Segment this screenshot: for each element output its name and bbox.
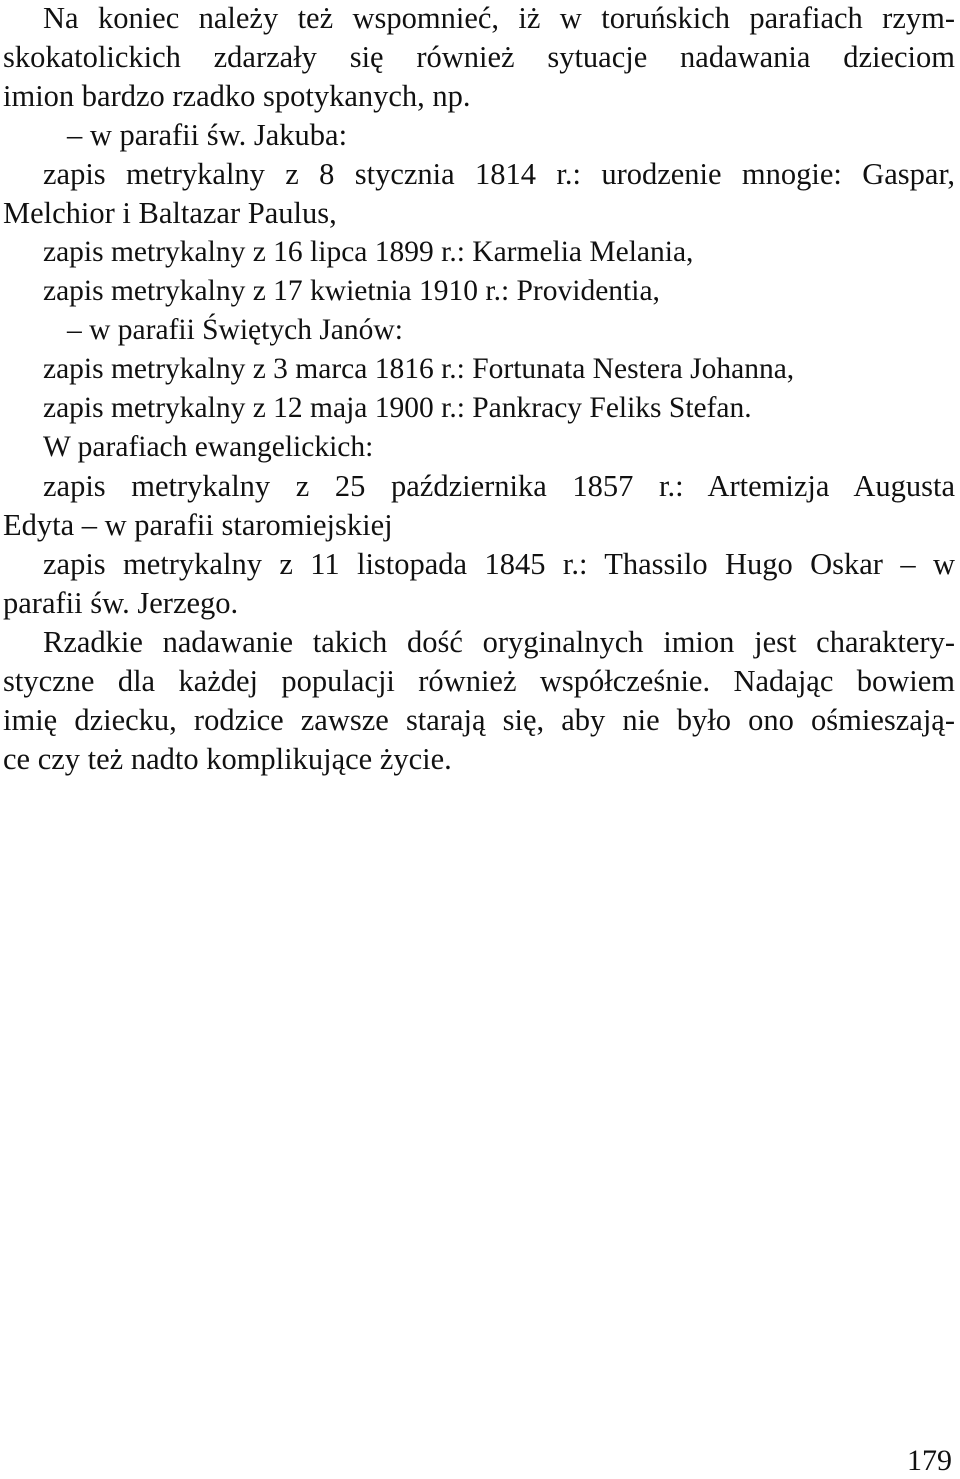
page-number: 179 xyxy=(907,1444,952,1477)
text-line: imion bardzo rzadko spotykanych, np. xyxy=(3,79,471,113)
text-line: zapis metrykalny z 17 kwietnia 1910 r.: Providentia, xyxy=(43,275,660,307)
text-line: skokatolickich zdarzały się również sytuacje nadawania dzieciom xyxy=(3,40,955,74)
list-item-heading: – w parafii Świętych Janów: xyxy=(67,314,403,346)
text-line: parafii św. Jerzego. xyxy=(3,586,239,620)
text-line: zapis metrykalny z 3 marca 1816 r.: Fortunata Nestera Johanna, xyxy=(43,353,795,385)
text-line: Rzadkie nadawanie takich dość oryginalnych imion jest charaktery- xyxy=(43,625,955,659)
text-line: zapis metrykalny z 16 lipca 1899 r.: Karmelia Melania, xyxy=(43,236,694,268)
text-line: zapis metrykalny z 11 listopada 1845 r.: Thassilo Hugo Oskar – w xyxy=(43,547,955,581)
text-line: zapis metrykalny z 25 października 1857 r.: Artemizja Augusta xyxy=(43,469,955,503)
text-line: imię dziecku, rodzice zawsze starają się, aby nie było ono ośmieszają- xyxy=(3,703,955,737)
text-line: W parafiach ewangelickich: xyxy=(43,431,374,463)
text-line: zapis metrykalny z 8 stycznia 1814 r.: urodzenie mnogie: Gaspar, xyxy=(43,157,955,191)
text-line: zapis metrykalny z 12 maja 1900 r.: Pankracy Feliks Stefan. xyxy=(43,392,752,424)
text-line: ce czy też nadto komplikujące życie. xyxy=(3,742,452,776)
text-line: styczne dla każdej populacji również współcześnie. Nadając bowiem xyxy=(3,664,955,698)
text-line: Na koniec należy też wspomnieć, iż w toruńskich parafiach rzym- xyxy=(43,1,955,35)
text-line: Edyta – w parafii staromiejskiej xyxy=(3,508,393,542)
list-item-heading: – w parafii św. Jakuba: xyxy=(67,118,348,152)
page-body-text xyxy=(3,0,955,779)
text-line: Melchior i Baltazar Paulus, xyxy=(3,196,337,230)
